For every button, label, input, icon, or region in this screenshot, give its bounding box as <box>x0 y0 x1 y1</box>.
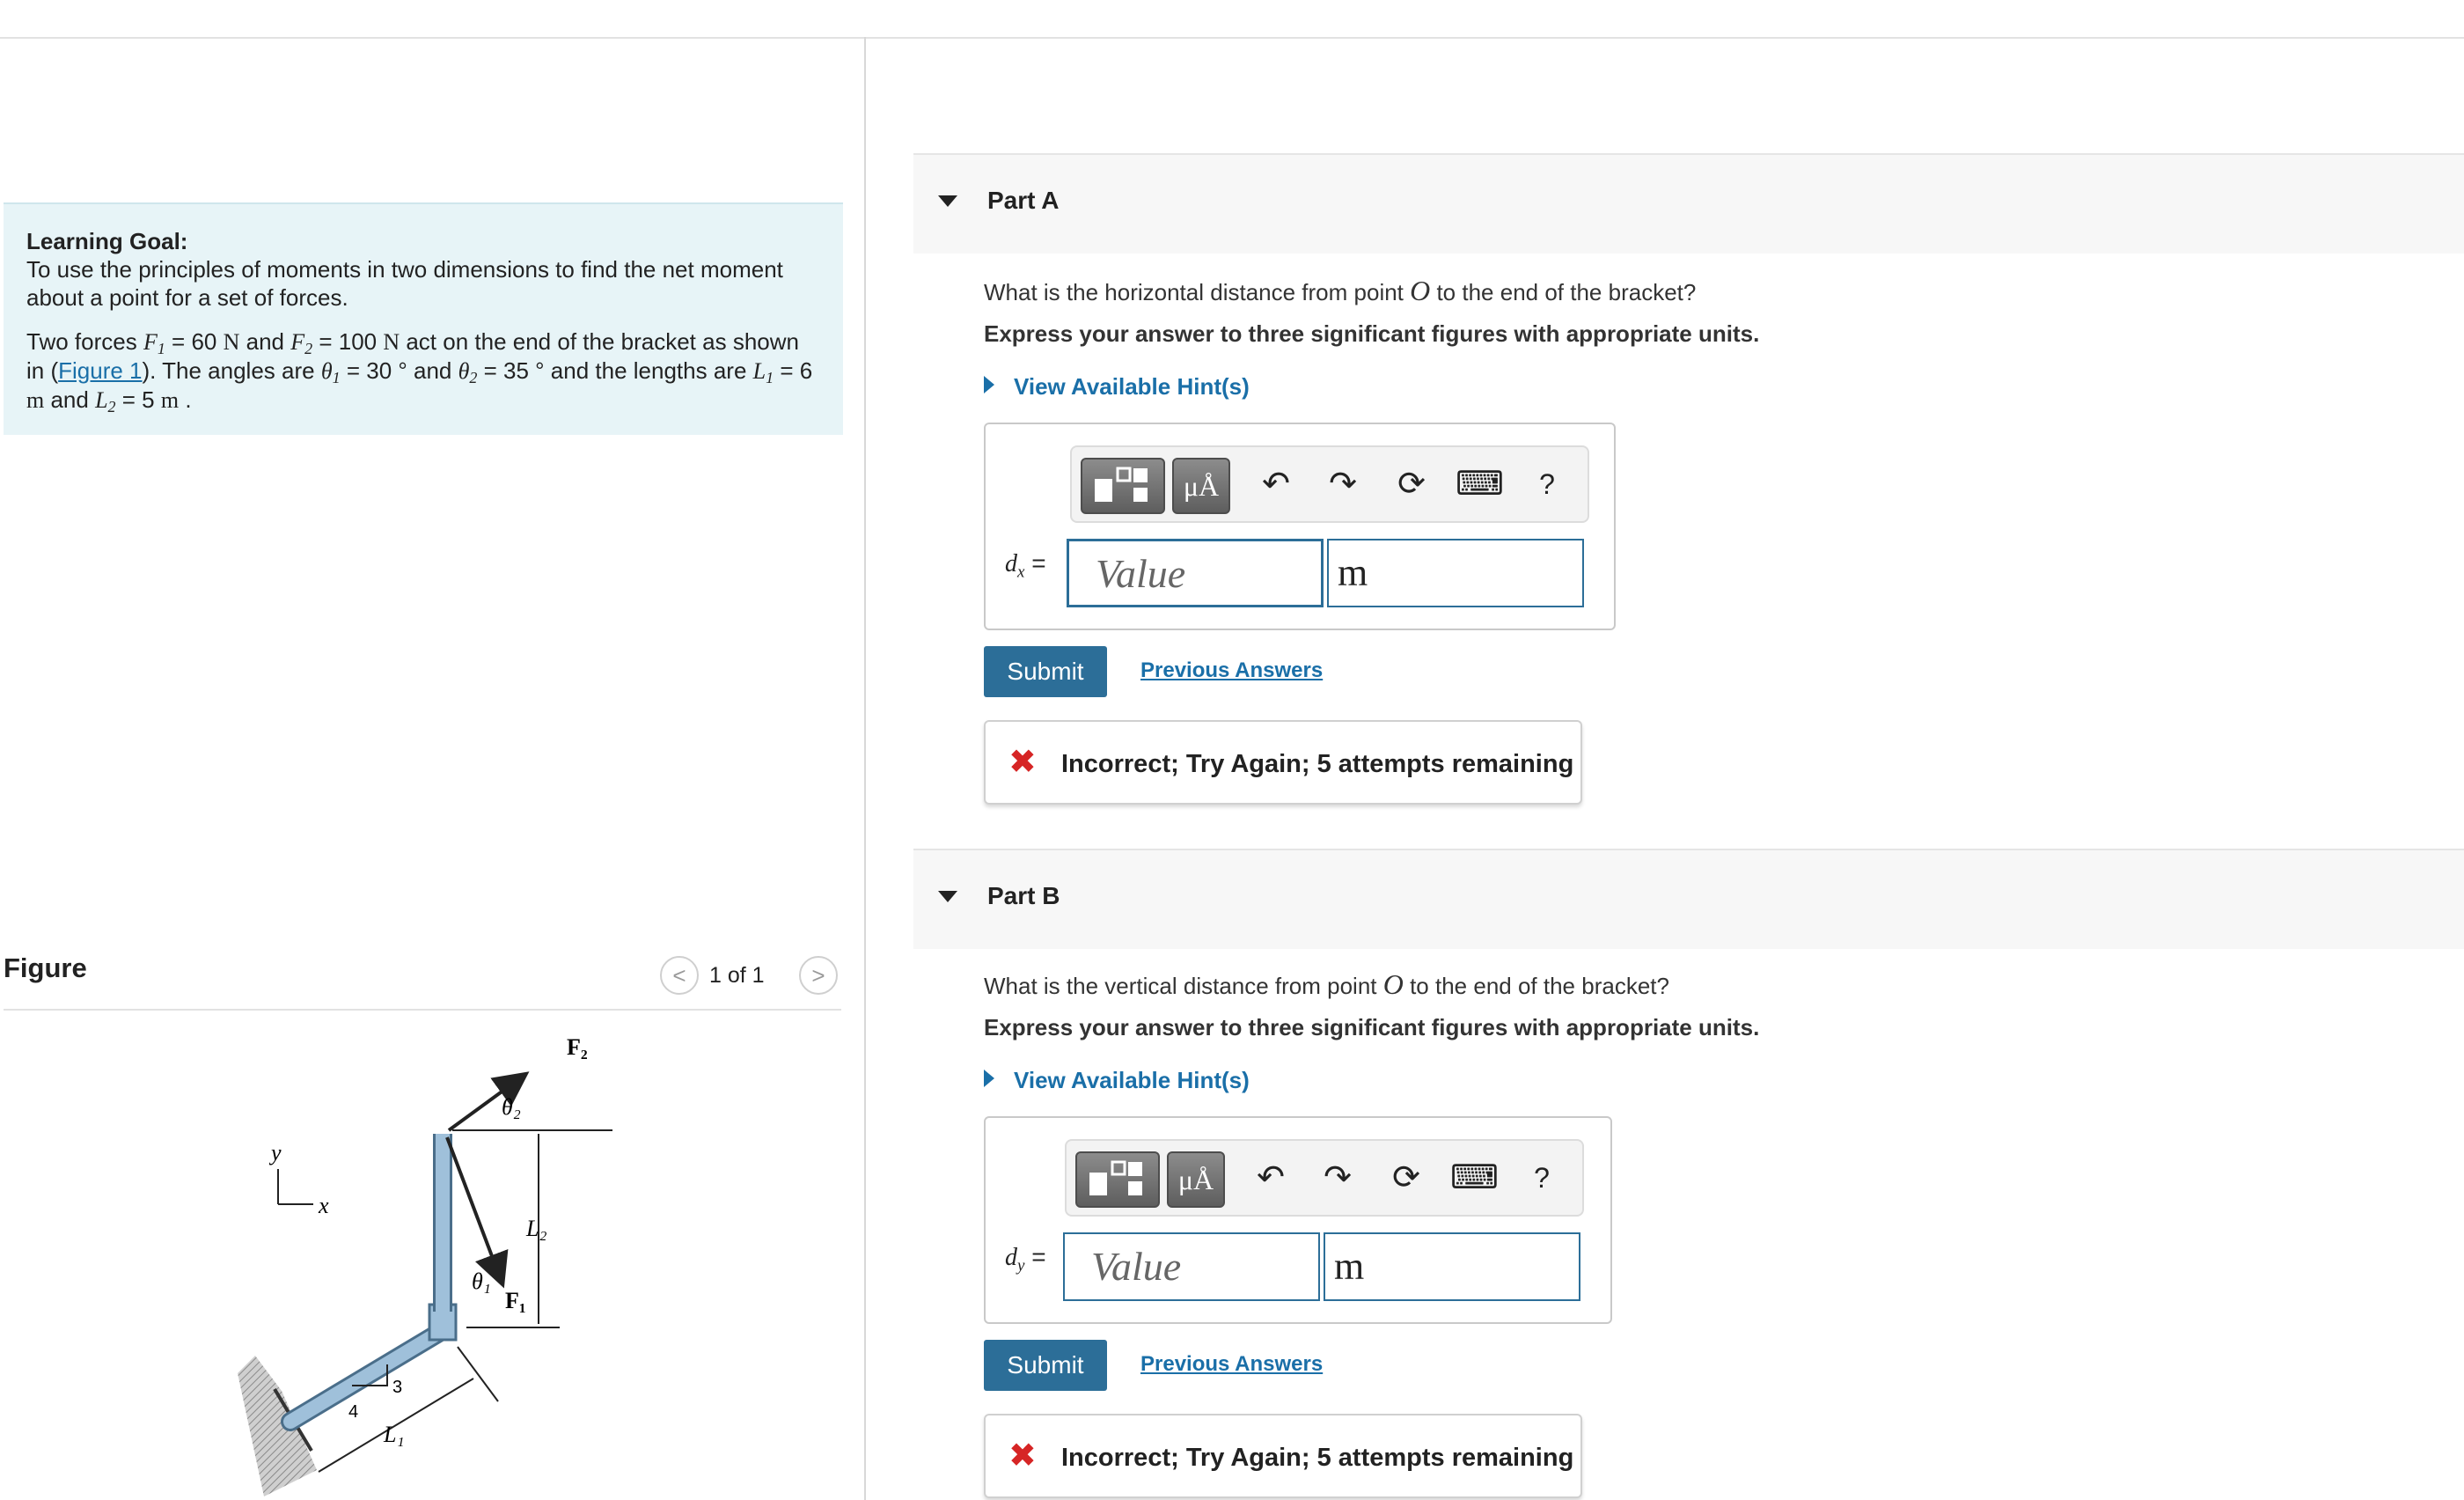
l2-label: L₂ <box>526 1216 547 1241</box>
hint-label: View Available Hint(s) <box>1014 1067 1250 1093</box>
var-theta1-letter: θ <box>320 358 333 384</box>
figure-divider <box>4 1009 841 1011</box>
slope-rise-label: 3 <box>392 1378 403 1397</box>
point-o: O <box>1382 968 1404 1000</box>
stmt-text: act on the end of the bracket as shown in ( <box>26 328 799 384</box>
var-sub: x <box>1017 562 1025 582</box>
figure-next-button[interactable] <box>799 956 838 995</box>
figure-pager-count: 1 of 1 <box>709 963 765 988</box>
question-text: What is the horizontal distance from point <box>984 279 1411 305</box>
part-b-previous-answers-link[interactable]: Previous Answers <box>1140 1352 1324 1376</box>
redo-icon[interactable]: ↷ <box>1329 466 1357 503</box>
var-d: d <box>1005 550 1017 577</box>
feedback-message: Incorrect; Try Again; 5 attempts remaining <box>1061 750 1574 778</box>
dx-label <box>1005 549 1046 582</box>
var-theta2-letter: θ <box>458 358 470 384</box>
reset-icon[interactable]: ⟳ <box>1397 466 1426 503</box>
figure-prev-button[interactable] <box>660 956 699 995</box>
stmt-text: = 35 ° and the lengths are <box>477 357 753 384</box>
stmt-text: = 60 <box>165 328 224 355</box>
f2-label: F₂ <box>567 1034 588 1060</box>
part-b-header[interactable] <box>913 849 2464 949</box>
value-input[interactable]: Value <box>1067 539 1324 607</box>
chevron-left-icon: < <box>672 961 686 989</box>
unit-newton: N <box>223 329 240 355</box>
part-b-feedback <box>984 1414 1582 1498</box>
reset-icon[interactable]: ⟳ <box>1392 1159 1420 1196</box>
part-b-title: Part B <box>987 882 1060 909</box>
templates-button[interactable] <box>1081 458 1165 514</box>
panel-divider <box>864 37 866 1500</box>
f1-label: F₁ <box>505 1288 526 1313</box>
var-theta1-sub: 1 <box>332 369 341 386</box>
var-f1-letter: F <box>143 329 158 355</box>
var-l2-letter: L <box>95 387 108 413</box>
stmt-text: = 30 ° and <box>340 357 458 384</box>
unit-meter: m <box>160 387 180 413</box>
force-f1-arrow <box>447 1137 502 1282</box>
stmt-text: = 6 <box>774 357 813 384</box>
help-icon[interactable]: ? <box>1539 468 1555 500</box>
part-b-question <box>984 968 1669 1001</box>
top-bar <box>0 0 2464 39</box>
stmt-text: and <box>44 386 96 413</box>
part-a-previous-answers-link[interactable]: Previous Answers <box>1140 658 1324 682</box>
equals-sign: = <box>1024 1243 1046 1270</box>
part-a-title: Part A <box>987 187 1060 214</box>
unit-newton: N <box>383 329 400 355</box>
hint-label: View Available Hint(s) <box>1014 373 1250 400</box>
part-a-feedback <box>984 720 1582 805</box>
var-sub: y <box>1017 1256 1025 1276</box>
part-b-hint-link[interactable] <box>984 1067 1250 1094</box>
var-f2-sub: 2 <box>304 340 313 357</box>
var-d: d <box>1005 1244 1017 1271</box>
dy-label <box>1005 1243 1046 1276</box>
var-theta2-sub: 2 <box>469 369 478 386</box>
feedback-message: Incorrect; Try Again; 5 attempts remaining <box>1061 1444 1574 1472</box>
equals-sign: = <box>1024 549 1046 577</box>
caret-right-icon <box>984 1070 994 1087</box>
unit-input[interactable]: m <box>1327 539 1584 607</box>
stmt-text: = 100 <box>312 328 384 355</box>
var-f2 <box>290 329 312 355</box>
units-button[interactable]: μÅ <box>1167 1151 1225 1208</box>
question-text: to the end of the bracket? <box>1430 279 1697 305</box>
stmt-text: and <box>239 328 291 355</box>
figure-title: Figure <box>4 952 87 983</box>
slope-run-label: 4 <box>348 1402 359 1422</box>
theta2-label: θ₂ <box>502 1094 521 1120</box>
units-button[interactable]: μÅ <box>1172 458 1230 514</box>
math-toolbar <box>1065 1139 1584 1217</box>
part-a-hint-link[interactable] <box>984 373 1250 401</box>
stmt-text: . <box>179 386 192 413</box>
part-a-question <box>984 275 1696 307</box>
learning-goal-heading: Learning Goal: <box>26 228 188 254</box>
problem-statement <box>26 327 820 415</box>
templates-icon <box>1077 1153 1158 1206</box>
var-l2 <box>95 387 115 413</box>
bracket-figure <box>211 1021 634 1496</box>
part-a-header[interactable] <box>913 153 2464 254</box>
value-input[interactable]: Value <box>1063 1232 1320 1301</box>
var-l1-letter: L <box>752 358 766 384</box>
learning-goal-panel <box>4 202 843 435</box>
templates-icon <box>1082 460 1163 512</box>
chevron-right-icon: > <box>811 961 825 989</box>
theta1-label: θ₁ <box>472 1268 491 1294</box>
part-a-submit-button[interactable]: Submit <box>984 646 1107 697</box>
var-l1 <box>753 358 774 384</box>
caret-down-icon <box>938 195 957 207</box>
var-l2-sub: 2 <box>107 398 116 415</box>
var-theta1 <box>321 358 341 384</box>
caret-right-icon <box>984 376 994 393</box>
x-axis-label: x <box>319 1193 329 1218</box>
question-text: to the end of the bracket? <box>1403 973 1669 999</box>
var-theta2 <box>458 358 478 384</box>
question-text: What is the vertical distance from point <box>984 973 1383 999</box>
undo-icon[interactable]: ↶ <box>1257 1159 1285 1196</box>
stmt-text: Two forces <box>26 328 143 355</box>
undo-icon[interactable]: ↶ <box>1262 466 1290 503</box>
var-l1-sub: 1 <box>766 369 774 386</box>
part-b-answer-box <box>984 1116 1612 1324</box>
keyboard-icon[interactable]: ⌨ <box>1450 1159 1499 1196</box>
part-a-instruction: Express your answer to three significant figures with appropriate units. <box>984 320 1760 347</box>
figure-link[interactable]: Figure 1 <box>58 357 143 384</box>
var-f2-letter: F <box>290 329 305 355</box>
l1-tick-end <box>458 1347 498 1401</box>
part-b-instruction: Express your answer to three significant figures with appropriate units. <box>984 1014 1760 1040</box>
keyboard-icon[interactable]: ⌨ <box>1456 466 1504 503</box>
error-x-icon: ✖ <box>1008 1438 1037 1474</box>
part-a-answer-box <box>984 423 1616 630</box>
unit-input[interactable]: m <box>1324 1232 1580 1301</box>
point-o: O <box>1410 275 1431 306</box>
y-axis-label: y <box>271 1140 282 1165</box>
caret-down-icon <box>938 891 957 902</box>
l1-label: L₁ <box>384 1422 405 1447</box>
unit-meter: m <box>26 387 45 413</box>
wall-support <box>238 1356 317 1496</box>
stmt-text: ). The angles are <box>142 357 321 384</box>
var-f1-sub: 1 <box>157 340 165 357</box>
redo-icon[interactable]: ↷ <box>1324 1159 1352 1196</box>
math-toolbar <box>1070 445 1589 523</box>
stmt-text: = 5 <box>115 386 161 413</box>
error-x-icon: ✖ <box>1008 744 1037 781</box>
templates-button[interactable] <box>1075 1151 1160 1208</box>
help-icon[interactable]: ? <box>1534 1162 1550 1194</box>
learning-goal-text: To use the principles of moments in two dimensions to find the net moment about a point for a set of forces. <box>26 256 783 311</box>
part-b-submit-button[interactable]: Submit <box>984 1340 1107 1391</box>
var-f1 <box>143 329 165 355</box>
bracket-lower-arm-fill <box>290 1331 442 1422</box>
